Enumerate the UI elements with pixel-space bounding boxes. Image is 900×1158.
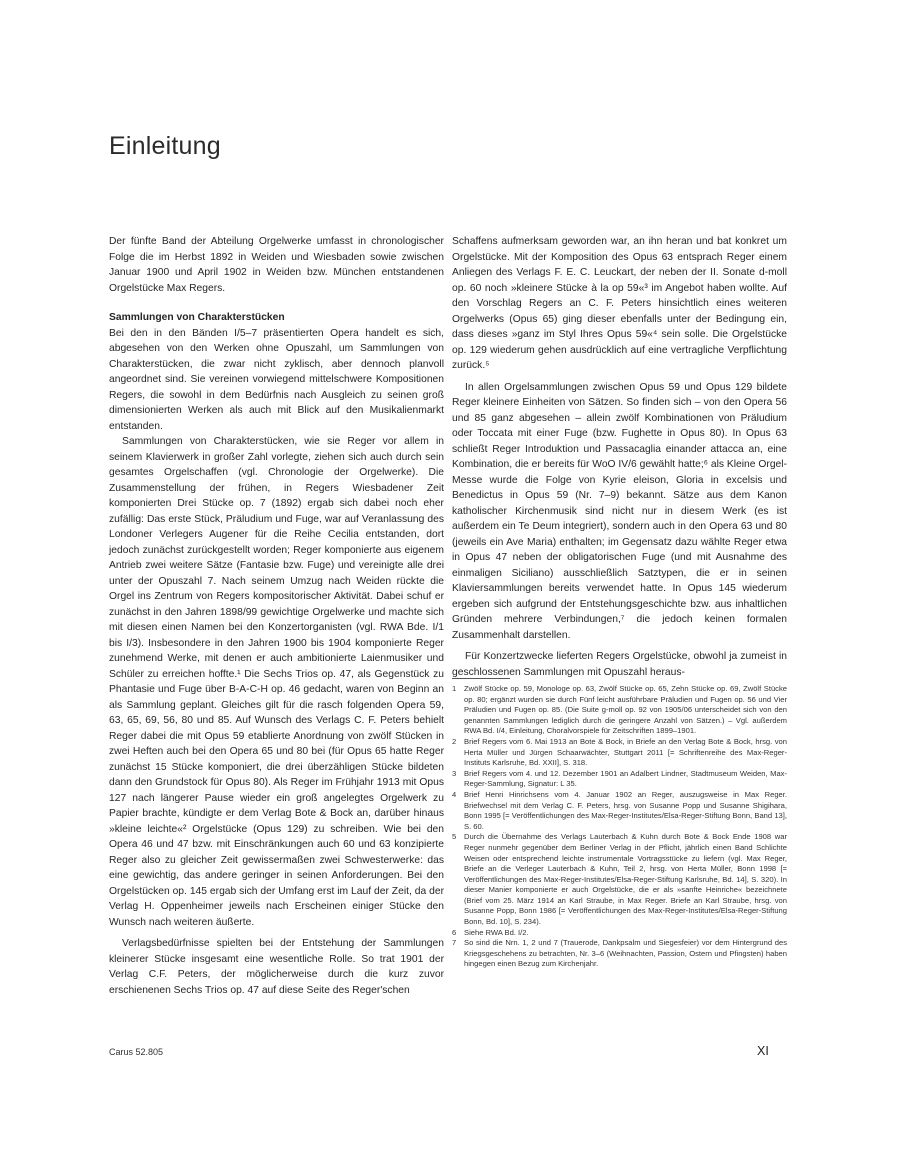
intro-paragraph: Der fünfte Band der Abteilung Orgelwerke umfasst in chronologischer Folge die im Herbst 1892 in Weiden und Wiesbaden sowie zwischen Januar 1900 und April 1902 in Weiden bzw. München entstandenen Orgelstücke Max Regers. [109,236,444,294]
footnote-number: 2 [452,736,457,746]
footnote-item [452,928,787,939]
footnote-text: Siehe RWA Bd. I/2. [464,927,529,937]
page-title: Einleitung [109,132,221,160]
footnote-text: Brief Regers vom 4. und 12. Dezember 1901 an Adalbert Lindner, Stadtmuseum Weiden, Max-Reger-Sammlung, Signatur: L 35. [464,768,787,789]
footnote-item [452,938,787,970]
footnote-number: 4 [452,789,457,799]
footnote-text: Zwölf Stücke op. 59, Monologe op. 63, Zwölf Stücke op. 65, Zehn Stücke op. 69, Zwölf Stücke op. 80; ergänzt wurden sie durch Fünf leicht ausführbare Präludien und Fugen op. 56 und Vier Präludien und Fugen op. 85. (Die Suite g-moll op. 92 von 1905/06 unterscheidet sich von den genannten Sammlungen lediglich durch die geringere Anzahl von Sätzen.) – Vgl. außerdem RWA Bd. I/4, Einleitung, Choralvorspiele für Zeitschriften 1899–1901. [464,684,787,736]
footnote-text: Brief Henri Hinrichsens vom 4. Januar 1902 an Reger, auszugsweise in Max Reger. Briefwechsel mit dem Verlag C. F. Peters, hrsg. von Susanne Popp und Susanne Shigihara, Bonn 1995 [= Veröffentlichungen des Max-Reger-Institutes/Elsa-Reger-Stiftung Bonn, Band 13], S. 60. [464,789,787,831]
footnote-text: Durch die Übernahme des Verlags Lauterbach & Kuhn durch Bote & Bock Ende 1908 war Reger nunmehr gegenüber dem Berliner Verlag in der Pflicht, jährlich einen Band Schlichte Weisen oder entsprechend leichte instrumentale Vortragsstücke zu liefern (vgl. Max Reger, Briefe an die Verleger Lauterbach & Kuhn, Teil 2, hrsg. von Herta Müller, Bonn 1998 [= Veröffentlichungen des Max-Reger-Institutes/Elsa-Reger-Stiftung Karlsruhe, Bd. 14], S. 320). In dieser Manier komponierte er auch Orgelstücke, die er als »sanfte Heinriche« bezeichnete (Brief vom 25. März 1914 an Karl Straube, in Max Reger. Briefe an Karl Straube, hrsg. von Susanne Popp, Bonn 1986 [= Veröffentlichungen des Max-Reger-Institutes/Elsa-Reger-Stiftung Bonn, Bd. 10], S. 234). [464,832,787,927]
footnote-text: So sind die Nrn. 1, 2 und 7 (Trauerode, Dankpsalm und Siegesfeier) vor dem Hintergrund des Kriegsgeschehens zu betrachten, Nr. 3–6 (Weihnachten, Passion, Ostern und Pfingsten) haben hingegen einen Bezug zum Kirchenjahr. [464,938,787,969]
footnote-number: 6 [452,927,457,937]
body-paragraph: Bei den in den Bänden I/5–7 präsentierten Opera handelt es sich, abgesehen von den Werken ohne Opuszahl, um Sammlungen von Charakterstücken, die zwar nicht zyklisch, aber dennoch planvoll angeordnet sind. Sie vereinen vorwiegend mittelschwere Kompositionen Regers, die sowohl in dem Bedürfnis nach Ausgleich zu seinen groß dimensionierten Werken als auch mit Blick auf den Musikalienmarkt entstanden. [109,327,444,432]
body-paragraph: Für Konzertzwecke lieferten Regers Orgelstücke, obwohl ja zumeist in geschlossenen Sammlungen mit Opuszahl heraus- [452,651,787,678]
section-heading: Sammlungen von Charakterstücken [109,312,285,323]
body-paragraph: Sammlungen von Charakterstücken, wie sie Reger vor allem in seinem Klavierwerk in großer Zahl vorlegte, ziehen sich auch durch sein gesamtes Orgelschaffen (vgl. Chronologie der Orgelwerke). Die Zusammenstellung der frühen, in Regers Wiesbadener Zeit komponierten Drei Stücke op. 7 (1892) ergab sich dabei noch eher zufällig: Das erste Stück, Präludium und Fuge, war auf Veranlassung des Londoner Verlegers Augener für die Reihe Cecilia entstanden, dort jedoch zunächst zurückgestellt worden; Reger komponierte aus eigenem Antrieb zwei weitere Sätze (Fantasie bzw. Fuge) und vereinigte alle drei unter der Opuszahl 7. Nach seinem Umzug nach Weiden rückte die Orgel ins Zentrum von Regers kompositorischer Aktivität. Dabei schuf er zunächst in den Jahren 1898/99 gewichtige Orgelwerke und machte sich mit diesen einen Namen bei den Konzertorganisten (vgl. RWA Bde. I/1 bis I/3). Insbesondere in den Jahren 1900 bis 1904 komponierte Reger zunehmend Werke, mit denen er auch ambitionierte Laienmusiker und Schüler zu erreichen hoffte.¹ Die Sechs Trios op. 47, als Gegenstück zu Phantasie und Fuge über B-A-C-H op. 46 gedacht, waren von Beginn an als Sammlung geplant. Gleiches gilt für die rasch folgenden Opera 59, 63, 65, 69, 56, 80 und 85. Auf Wunsch des Verlags C. F. Peters behielt Reger dabei die mit Opus 59 etablierte Anordnung von zwölf Stücken in zwei Heften auch bei den Opera 65 und 80 bei (für Opus 65 hatte Reger zunächst 15 Stücke komponiert, die drei überzähligen Stücke bildeten dann den Grundstock für Opus 80). Als Reger im Frühjahr 1913 mit Opus 127 nach längerer Pause wieder ein groß angelegtes Orgelwerk zu Papier brachte, kündigte er dem Verlag Bote & Bock an, darüber hinaus »kleine leichte«² Orgelstücke (Opus 129) zu schreiben. Wie bei den Opera 46 und 47 bzw. mit Einschränkungen auch 60 und 63 konzipierte Reger also zu gleicher Zeit gewissermaßen zwei Schwesterwerke: das eine gewichtig, das andere geringer in seinen Anforderungen. Bei den Orgelstücken op. 145 ergab sich der Umfang erst im Lauf der Zeit, da der Verlag H. Oppenheimer jeweils nach Erscheinen einiger Stücke den Wunsch nach weiteren äußerte. [109,436,444,928]
footnote-item [452,769,787,790]
body-paragraph: In allen Orgelsammlungen zwischen Opus 59 und Opus 129 bildete Reger kleinere Einheiten von Sätzen. So finden sich – von den Opera 56 und 85 ganz abgesehen – allein zwölf Kombinationen von Präludium oder Toccata mit einer Fuge (bzw. Fughette in Opus 80). In Opus 63 schließt Reger Introduktion und Passacaglia einander attacca an, eine Kombination, die er bereits für WoO IV/6 gewählt hatte;⁶ als Kleine Orgel-Messe wurde die Folge von Kyrie eleison, Gloria in excelsis und Benedictus in Opus 59 (Nr. 7–9) bekannt. Sätze aus dem Kanon katholischer Kirchenmusik sind nicht nur in diesem Werk (es ist außerdem ein Te Deum integriert), sondern auch in den Opera 63 und 80 (jeweils ein Ave Maria) enthalten; im Gegensatz dazu wählte Reger etwa in Opus 47 neben der obligatorischen Fuge (und mit Ausnahme des einmaligen Siciliano) ausschließlich Satztypen, die er in seinen Klaviersammlungen bereits verwendet hatte. In Opus 145 wiederum ergeben sich aufgrund der Entstehungsgeschichte bzw. aus inhaltlichen Gründen mehrere Verbindungen,⁷ die jedoch keinen formalen Zusammenhalt darstellen. [452,381,787,641]
footnote-text: Brief Regers vom 6. Mai 1913 an Bote & Bock, in Briefe an den Verlag Bote & Bock, hrsg. von Herta Müller und Jürgen Schaarwächter, Stuttgart 2011 [= Schriftenreihe des Max-Reger-Instituts Karlsruhe, Bd. XXII], S. 318. [464,736,787,768]
footnote-number: 1 [452,684,457,693]
body-paragraph: Schaffens aufmerksam geworden war, an ihn heran und bat konkret um Orgelstücke. Mit der Komposition des Opus 63 entsprach Reger einem Anliegen des Verlags F. E. C. Leuckart, der neben der II. Sonate d-moll op. 60 noch »kleinere Stücke à la op 59«³ im Angebot haben wollte. Auf den Vorschlag Regers an C. F. Peters hinsichtlich eines weiteren Orgelwerks (Opus 65) ging dieser ebenfalls unter der Bedingung ein, dass dieses »ganz im Styl Ihres Opus 59«⁴ sein solle. Die Orgelstücke op. 129 wiederum gehen ausdrücklich auf eine vertragliche Verpflichtung zurück.⁵ [452,236,787,371]
body-paragraph: Verlagsbedürfnisse spielten bei der Entstehung der Sammlungen kleinerer Stücke insgesamt eine wesentliche Rolle. So trat 1901 der Verlag C.F. Peters, der möglicherweise durch die kurz zuvor erschienenen Sechs Trios op. 47 auf diese Seite des Reger'schen [109,938,444,996]
footnote-number: 3 [452,768,457,778]
footnote-item [452,832,787,927]
right-column [452,234,787,680]
footnote-item [452,790,787,832]
footnote-item [452,737,787,769]
left-column [109,234,444,998]
footnote-item [452,684,787,737]
footnote-number: 5 [452,832,457,842]
catalog-number: Carus 52.805 [109,1047,164,1057]
footnote-divider [452,678,510,679]
footnotes [452,678,787,970]
footnote-number: 7 [452,938,457,948]
page-number: XI [757,1044,769,1058]
